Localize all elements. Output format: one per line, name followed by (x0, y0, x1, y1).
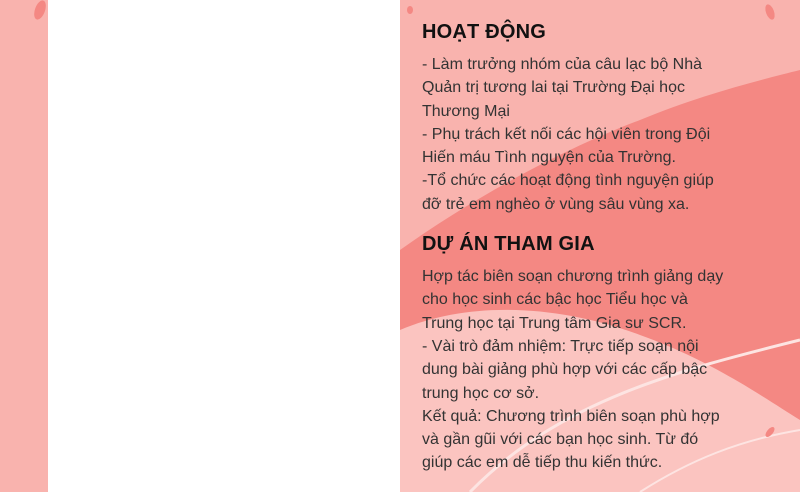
text-line: và gần gũi với các bạn học sinh. Từ đó (422, 431, 699, 449)
text-line: Hiến máu Tình nguyện của Trường. (422, 149, 676, 167)
text-line: đỡ trẻ em nghèo ở vùng sâu vùng xa. (422, 195, 690, 213)
section-title-projects: DỰ ÁN THAM GIA (422, 233, 595, 256)
petal-decoration (32, 0, 48, 21)
text-line: Quản trị tương lai tại Trường Đại học (422, 79, 685, 97)
photo-placeholder-panel (48, 0, 400, 492)
text-line: - Làm trưởng nhóm của câu lạc bộ Nhà (422, 56, 703, 73)
text-line: Hợp tác biên soạn chương trình giảng dạy (422, 268, 724, 286)
section-title-activities: HOẠT ĐỘNG (422, 21, 547, 43)
text-line: Thương Mại (422, 102, 510, 120)
activities-section (422, 20, 762, 216)
projects-section (422, 232, 762, 475)
text-line: -Tổ chức các hoạt động tình nguyện giúp (422, 172, 714, 190)
petal-decoration (764, 3, 777, 21)
petal-decoration (407, 6, 413, 14)
text-line: - Vài trò đảm nhiệm: Trực tiếp soạn nội (422, 337, 699, 355)
text-line: giúp các em dễ tiếp thu kiến thức. (422, 454, 663, 472)
text-line: dung bài giảng phù hợp với các cấp bậc (422, 361, 708, 379)
text-line: - Phụ trách kết nối các hội viên trong Đội (422, 125, 711, 143)
text-line: cho học sinh các bậc học Tiểu học và (422, 291, 688, 309)
text-line: Kết quả: Chương trình biên soạn phù hợp (422, 407, 720, 425)
activities-text (422, 53, 762, 216)
text-line: Trung học tại Trung tâm Gia sư SCR. (422, 314, 687, 332)
content-column (422, 20, 762, 475)
projects-text (422, 265, 762, 475)
text-line: trung học cơ sở. (422, 384, 540, 402)
